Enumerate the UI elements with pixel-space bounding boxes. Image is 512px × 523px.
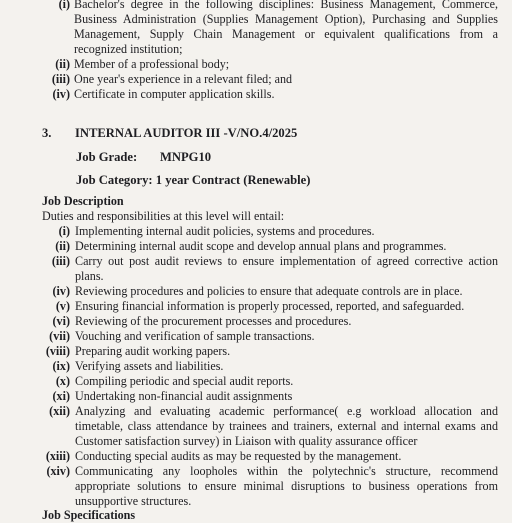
list-item-number: (xi) bbox=[52, 389, 70, 403]
list-item bbox=[0, 464, 512, 509]
list-item bbox=[0, 389, 512, 404]
list-item-text: Undertaking non-financial audit assignments bbox=[75, 389, 293, 403]
section-title: INTERNAL AUDITOR III -V/NO.4/2025 bbox=[75, 126, 298, 140]
list-item-text: Member of a professional body; bbox=[74, 57, 230, 71]
list-item bbox=[0, 359, 512, 374]
job-description-heading: Job Description bbox=[42, 194, 124, 208]
list-item bbox=[0, 224, 512, 239]
previous-requirements-list bbox=[0, 0, 512, 102]
list-item-number: (xiv) bbox=[46, 464, 70, 478]
list-item bbox=[0, 314, 512, 329]
next-section-heading: Job Specifications bbox=[42, 508, 136, 522]
list-item bbox=[0, 0, 512, 57]
job-category: Job Category: 1 year Contract (Renewable) bbox=[76, 173, 311, 187]
list-item bbox=[0, 374, 512, 389]
list-item bbox=[0, 254, 512, 284]
list-item-number: (i) bbox=[58, 0, 70, 11]
list-item bbox=[0, 239, 512, 254]
list-item-text: Analyzing and evaluating academic performance( e.g workload allocation and timetable, class attendance by trainees and trainers, external and internal exams and Customer satisfaction survey) in Liaison with quality assurance officer bbox=[75, 404, 498, 448]
list-item-text: Implementing internal audit policies, systems and procedures. bbox=[75, 224, 375, 238]
list-item bbox=[0, 72, 512, 87]
list-item bbox=[0, 344, 512, 359]
list-item-text: Certificate in computer application skills. bbox=[74, 87, 275, 101]
list-item-number: (viii) bbox=[45, 344, 70, 358]
list-item-text: Reviewing of the procurement processes and procedures. bbox=[75, 314, 352, 328]
list-item-text: Vouching and verification of sample transactions. bbox=[75, 329, 315, 343]
section-number: 3. bbox=[42, 126, 52, 140]
job-description-intro: Duties and responsibilities at this level will entail: bbox=[42, 209, 285, 223]
duties-list bbox=[0, 224, 512, 509]
list-item bbox=[0, 57, 512, 72]
list-item-text: Communicating any loopholes within the polytechnic's structure, recommend appropriate solutions to ensure minimal disruptions to business operations from unsupportive structures. bbox=[75, 464, 498, 508]
list-item bbox=[0, 404, 512, 449]
list-item-text: Carry out post audit reviews to ensure implementation of agreed corrective action plans. bbox=[75, 254, 498, 283]
list-item-text: Determining internal audit scope and develop annual plans and programmes. bbox=[75, 239, 447, 253]
list-item-number: (iii) bbox=[51, 72, 70, 86]
list-item-number: (iv) bbox=[52, 87, 70, 101]
list-item-number: (vi) bbox=[52, 314, 70, 328]
list-item-number: (iii) bbox=[51, 254, 70, 268]
list-item-text: Bachelor's degree in the following disciplines: Business Management, Commerce, Business Administration (Supplies Management Option), Purchasing and Supplies Management, Supply Chain Management or equivalent qualifications from a recognized institution; bbox=[74, 0, 498, 56]
list-item-number: (xiii) bbox=[45, 449, 70, 463]
list-item-number: (i) bbox=[58, 224, 70, 238]
list-item-text: Compiling periodic and special audit reports. bbox=[75, 374, 294, 388]
job-grade-value: MNPG10 bbox=[160, 150, 212, 164]
list-item-text: Conducting special audits as may be requested by the management. bbox=[75, 449, 402, 463]
list-item bbox=[0, 284, 512, 299]
list-item-text: Ensuring financial information is properly processed, reported, and safeguarded. bbox=[75, 299, 465, 313]
list-item-text: One year's experience in a relevant filed; and bbox=[74, 72, 293, 86]
list-item-number: (x) bbox=[55, 374, 70, 388]
list-item bbox=[0, 329, 512, 344]
list-item bbox=[0, 87, 512, 102]
list-item-number: (ix) bbox=[52, 359, 70, 373]
list-item-text: Verifying assets and liabilities. bbox=[75, 359, 224, 373]
list-item-number: (ii) bbox=[55, 57, 70, 71]
list-item-number: (ii) bbox=[55, 239, 70, 253]
job-grade-label: Job Grade: bbox=[76, 150, 138, 164]
list-item-number: (vii) bbox=[49, 329, 70, 343]
list-item-number: (v) bbox=[55, 299, 70, 313]
list-item-number: (xii) bbox=[49, 404, 70, 418]
list-item-number: (iv) bbox=[52, 284, 70, 298]
list-item bbox=[0, 449, 512, 464]
job-grade bbox=[76, 150, 211, 165]
list-item bbox=[0, 299, 512, 314]
section-heading bbox=[42, 126, 297, 141]
list-item-text: Reviewing procedures and policies to ensure that adequate controls are in place. bbox=[75, 284, 463, 298]
list-item-text: Preparing audit working papers. bbox=[75, 344, 231, 358]
